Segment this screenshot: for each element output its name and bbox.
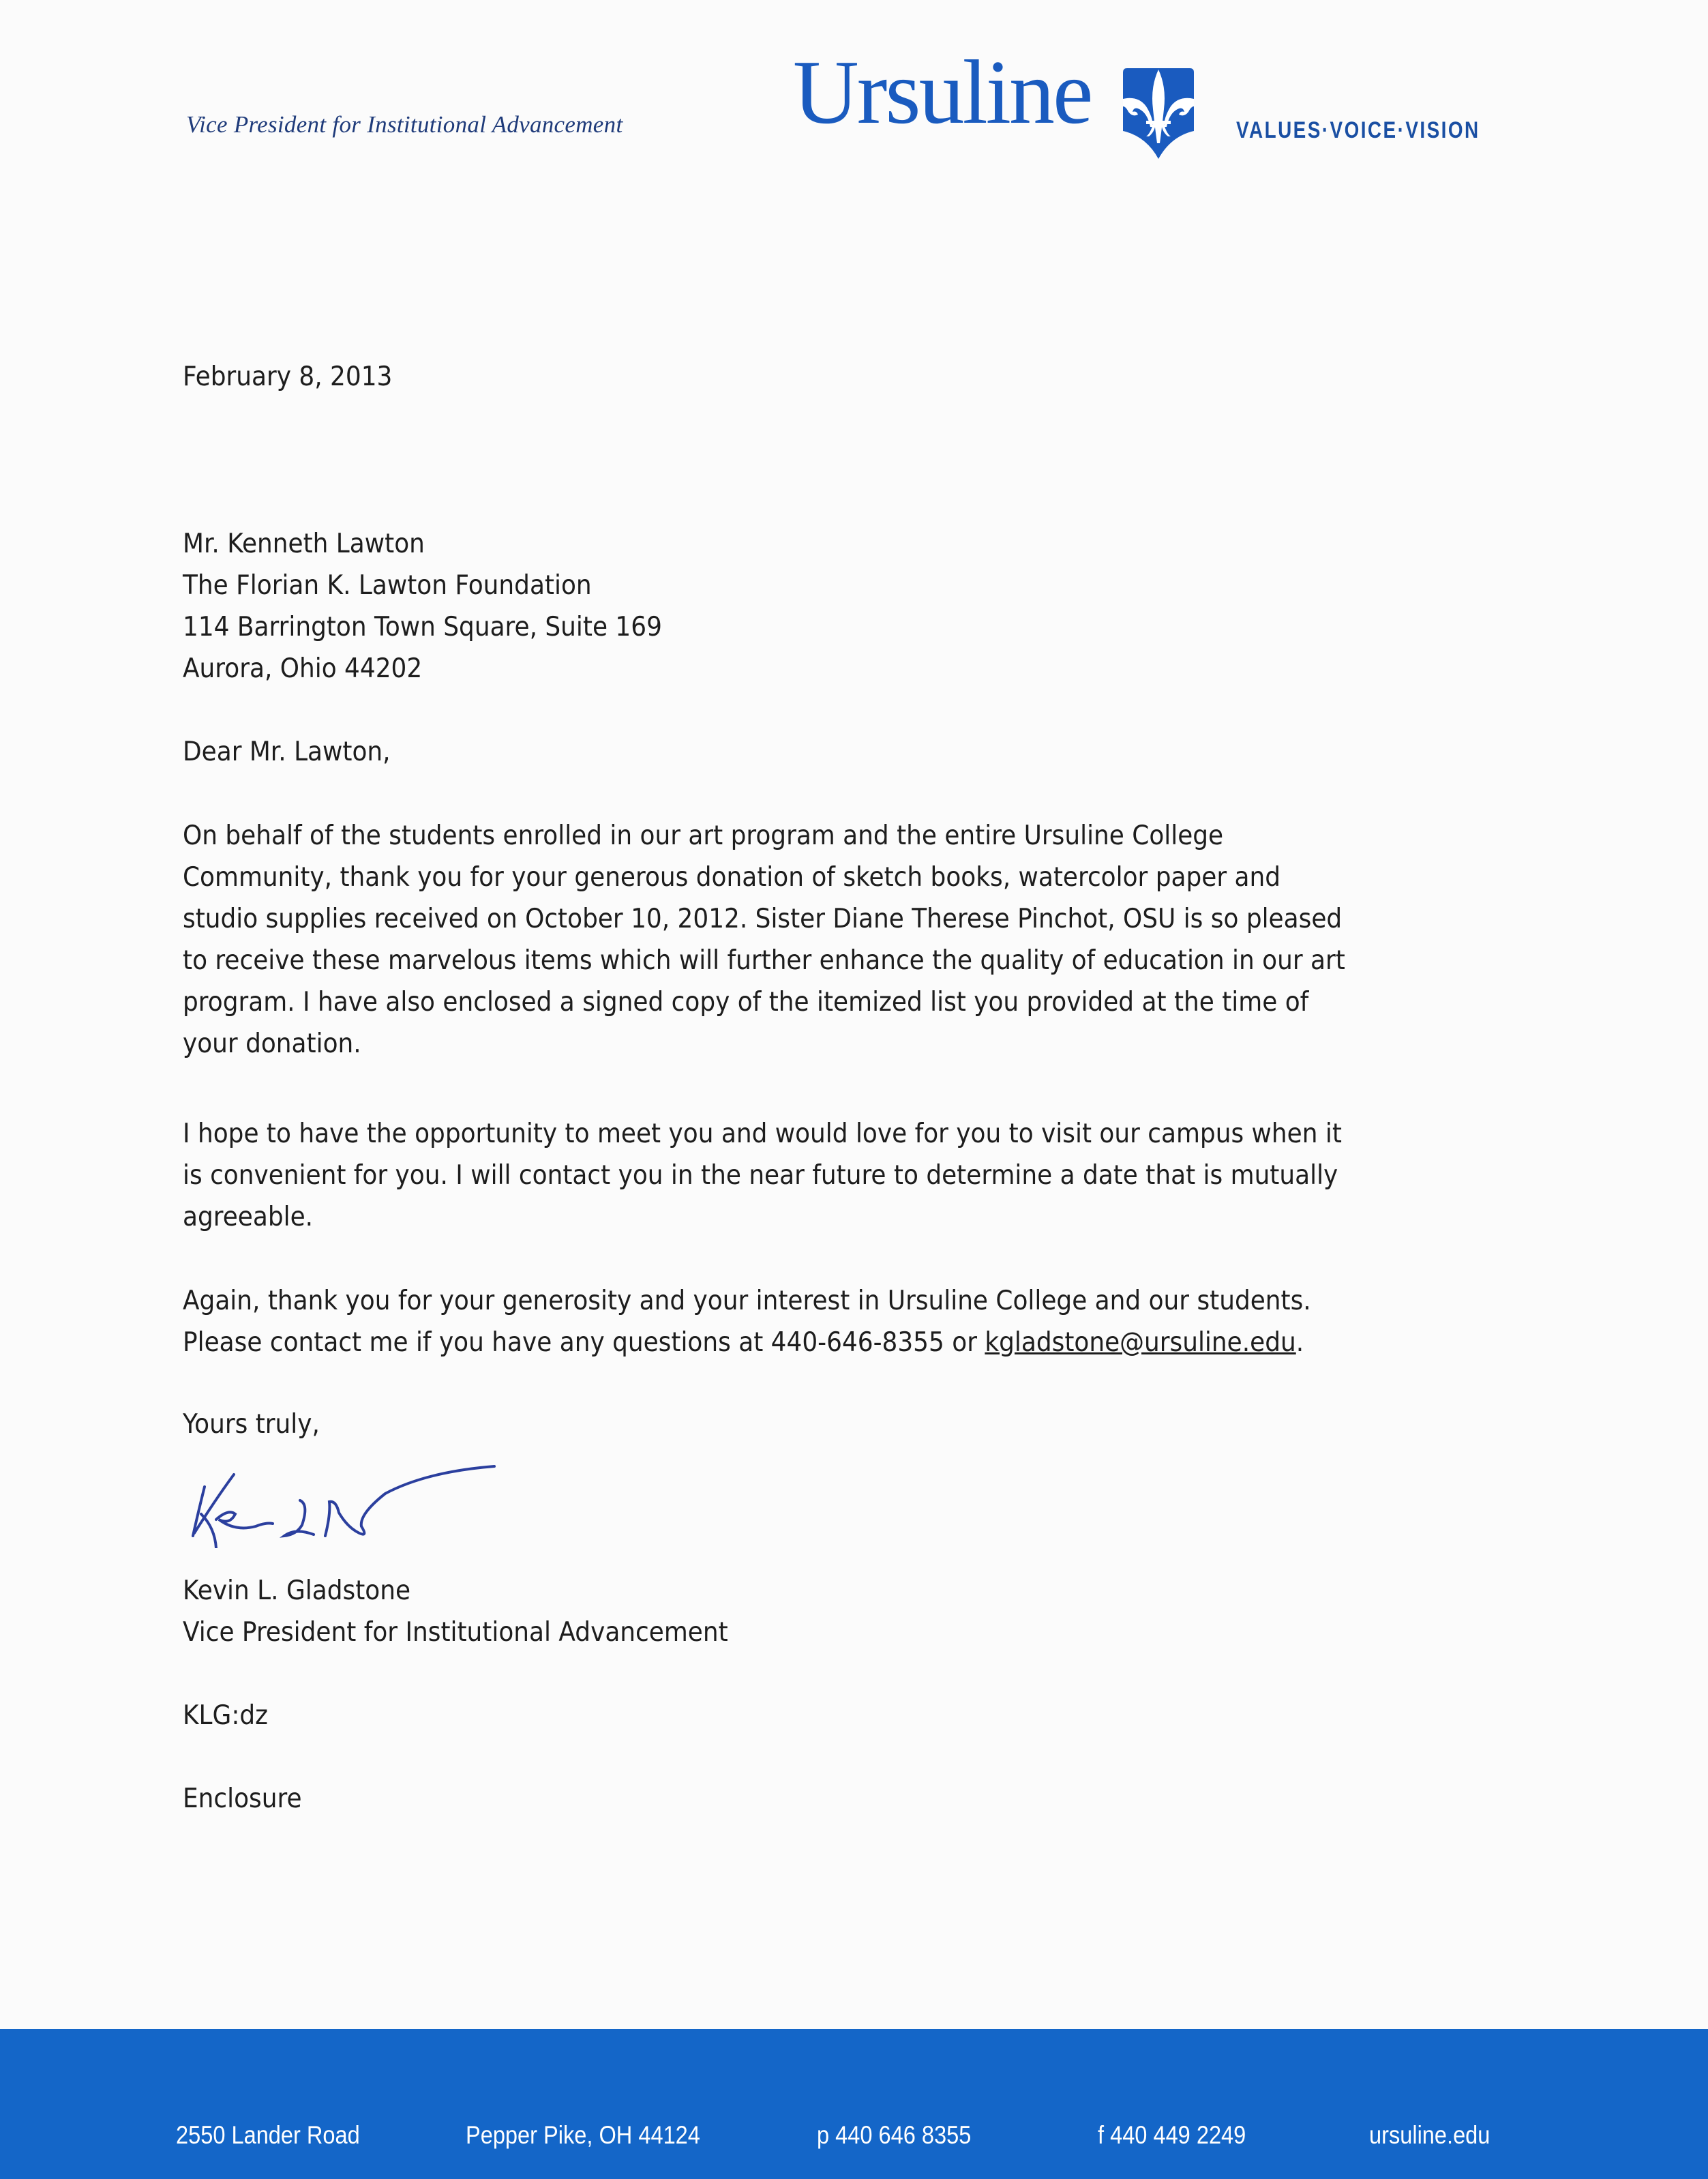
footer-phone: p 440 646 8355 xyxy=(817,2121,972,2149)
letterhead-subtitle: Vice President for Institutional Advancement xyxy=(186,111,623,138)
paragraph-line: I hope to have the opportunity to meet you and would love for you to visit our campus when it xyxy=(183,1118,1342,1149)
recipient-street: 114 Barrington Town Square, Suite 169 xyxy=(183,612,662,642)
recipient-address xyxy=(183,523,662,690)
letter-date: February 8, 2013 xyxy=(183,361,393,392)
fleur-de-lis-shield-icon xyxy=(1123,68,1194,159)
recipient-city-state-zip: Aurora, Ohio 44202 xyxy=(183,653,423,684)
closing: Yours truly, xyxy=(183,1409,320,1440)
footer-band xyxy=(0,2029,1708,2179)
recipient-name: Mr. Kenneth Lawton xyxy=(183,529,425,559)
contact-line-prefix: Please contact me if you have any questions at 440-646-8355 or xyxy=(183,1327,985,1358)
paragraph-line: Again, thank you for your generosity and your interest in Ursuline College and our students. xyxy=(183,1286,1311,1316)
paragraph-line: studio supplies received on October 10, 2012. Sister Diane Therese Pinchot, OSU is so pleased xyxy=(183,904,1343,934)
reference-initials: KLG:dz xyxy=(183,1700,269,1731)
footer-address: 2550 Lander Road xyxy=(176,2121,360,2149)
paragraph-line: program. I have also enclosed a signed copy of the itemized list you provided at the time of xyxy=(183,987,1309,1018)
paragraph-line: agreeable. xyxy=(183,1202,314,1232)
tagline: VALUES·VOICE·VISION xyxy=(1236,117,1480,143)
body-paragraph-2 xyxy=(183,1113,1342,1238)
paragraph-line: Community, thank you for your generous donation of sketch books, watercolor paper and xyxy=(183,862,1280,893)
footer-city: Pepper Pike, OH 44124 xyxy=(466,2121,700,2149)
paragraph-line: On behalf of the students enrolled in our art program and the entire Ursuline College xyxy=(183,820,1224,851)
footer-website-link[interactable]: ursuline.edu xyxy=(1369,2121,1490,2149)
contact-email-link[interactable]: kgladstone@ursuline.edu xyxy=(985,1327,1296,1358)
enclosure-notation: Enclosure xyxy=(183,1783,302,1814)
handwritten-signature xyxy=(181,1446,658,1548)
recipient-organization: The Florian K. Lawton Foundation xyxy=(183,570,592,601)
paragraph-line: is convenient for you. I will contact you in the near future to determine a date that is mutually xyxy=(183,1160,1338,1191)
paragraph-line: your donation. xyxy=(183,1028,361,1059)
contact-line xyxy=(183,1322,1311,1363)
contact-line-suffix: . xyxy=(1295,1327,1304,1358)
paragraph-line: to receive these marvelous items which will further enhance the quality of education in our art xyxy=(183,945,1345,976)
signer-name: Kevin L. Gladstone xyxy=(183,1575,411,1606)
body-paragraph-1 xyxy=(183,815,1345,1065)
ursuline-wordmark-logo: Ursuline xyxy=(793,42,1092,143)
footer-fax: f 440 449 2249 xyxy=(1098,2121,1246,2149)
body-paragraph-3 xyxy=(183,1280,1311,1363)
signer-block xyxy=(183,1570,728,1653)
salutation: Dear Mr. Lawton, xyxy=(183,737,391,767)
signer-title: Vice President for Institutional Advancement xyxy=(183,1617,728,1648)
